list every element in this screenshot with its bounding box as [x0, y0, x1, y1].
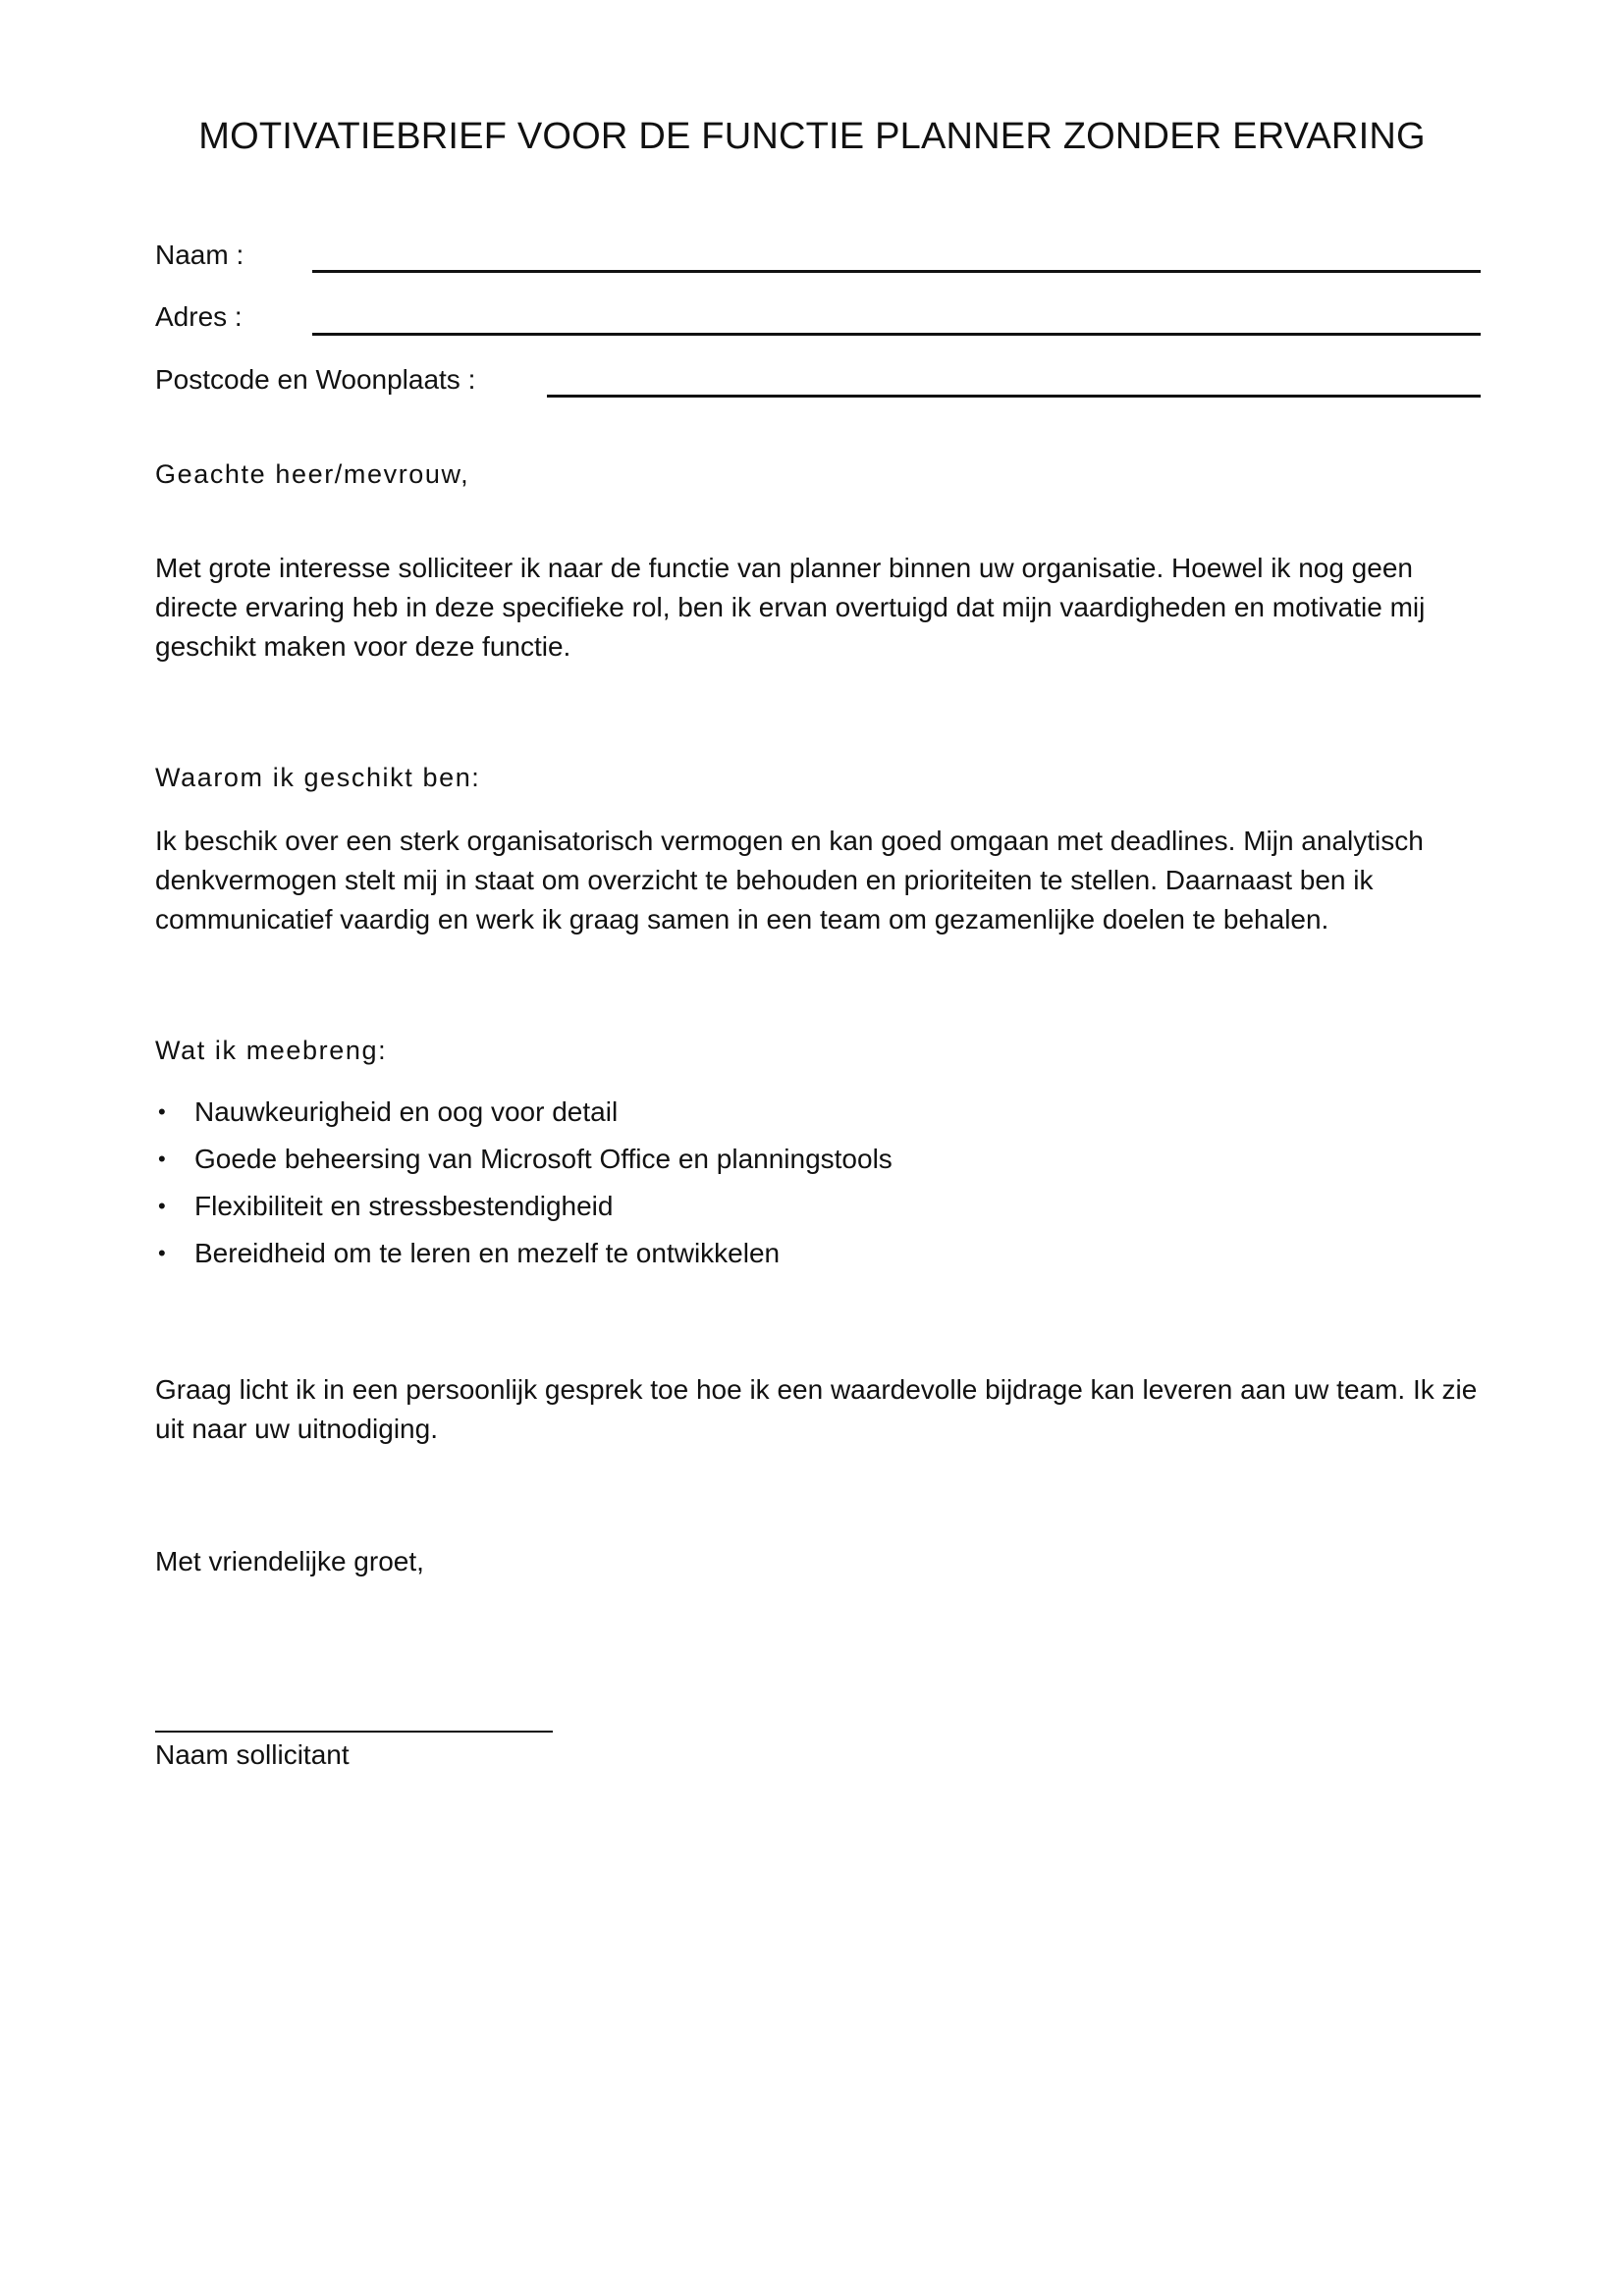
list-item	[155, 1183, 893, 1230]
salutation: Geachte heer/mevrouw,	[155, 459, 470, 489]
list-item-text: Goede beheersing van Microsoft Office en planningstools	[194, 1144, 893, 1174]
bullet-icon: •	[158, 1194, 166, 1218]
list-item	[155, 1089, 893, 1136]
intro-paragraph: Met grote interesse solliciteer ik naar de functie van planner binnen uw organisatie. Hoewel ik nog geen directe ervaring heb in deze specifieke rol, ben ik ervan overtuigd dat mijn vaardigheden en motivatie mij geschikt maken voor deze functie.	[155, 553, 1426, 662]
bullet-icon: •	[158, 1241, 166, 1265]
bullet-icon: •	[158, 1099, 166, 1124]
signature-line	[155, 1731, 553, 1733]
adres-label: Adres :	[155, 301, 243, 332]
list-item	[155, 1136, 893, 1183]
closing-greeting: Met vriendelijke groet,	[155, 1546, 424, 1576]
postcode-woonplaats-label: Postcode en Woonplaats :	[155, 364, 476, 395]
qualities-list	[155, 1089, 893, 1277]
postcode-woonplaats-field-line[interactable]	[547, 395, 1481, 398]
suitable-paragraph: Ik beschik over een sterk organisatorisch vermogen en kan goed omgaan met deadlines. Mijn analytisch denkvermogen stelt mij in staat om overzicht te behouden en prioriteiten te stellen. Daarnaast ben ik communicatief vaardig en werk ik graag samen in een team om gezamenlijke doelen te behalen.	[155, 826, 1424, 934]
adres-field-line[interactable]	[312, 333, 1481, 336]
naam-field-line[interactable]	[312, 270, 1481, 273]
list-item-text: Nauwkeurigheid en oog voor detail	[194, 1096, 619, 1127]
naam-label: Naam :	[155, 240, 244, 270]
section-heading-suitable: Waarom ik geschikt ben:	[155, 763, 481, 792]
bullet-icon: •	[158, 1147, 166, 1171]
closing-paragraph: Graag licht ik in een persoonlijk gesprek toe hoe ik een waardevolle bijdrage kan leveren aan uw team. Ik zie uit naar uw uitnodiging.	[155, 1374, 1478, 1444]
list-item-text: Flexibiliteit en stressbestendigheid	[194, 1191, 614, 1221]
list-item	[155, 1230, 893, 1277]
signature-label: Naam sollicitant	[155, 1739, 350, 1770]
document-title: MOTIVATIEBRIEF VOOR DE FUNCTIE PLANNER ZONDER ERVARING	[198, 116, 1426, 157]
section-heading-bring: Wat ik meebreng:	[155, 1036, 388, 1065]
list-item-text: Bereidheid om te leren en mezelf te ontwikkelen	[194, 1238, 781, 1268]
